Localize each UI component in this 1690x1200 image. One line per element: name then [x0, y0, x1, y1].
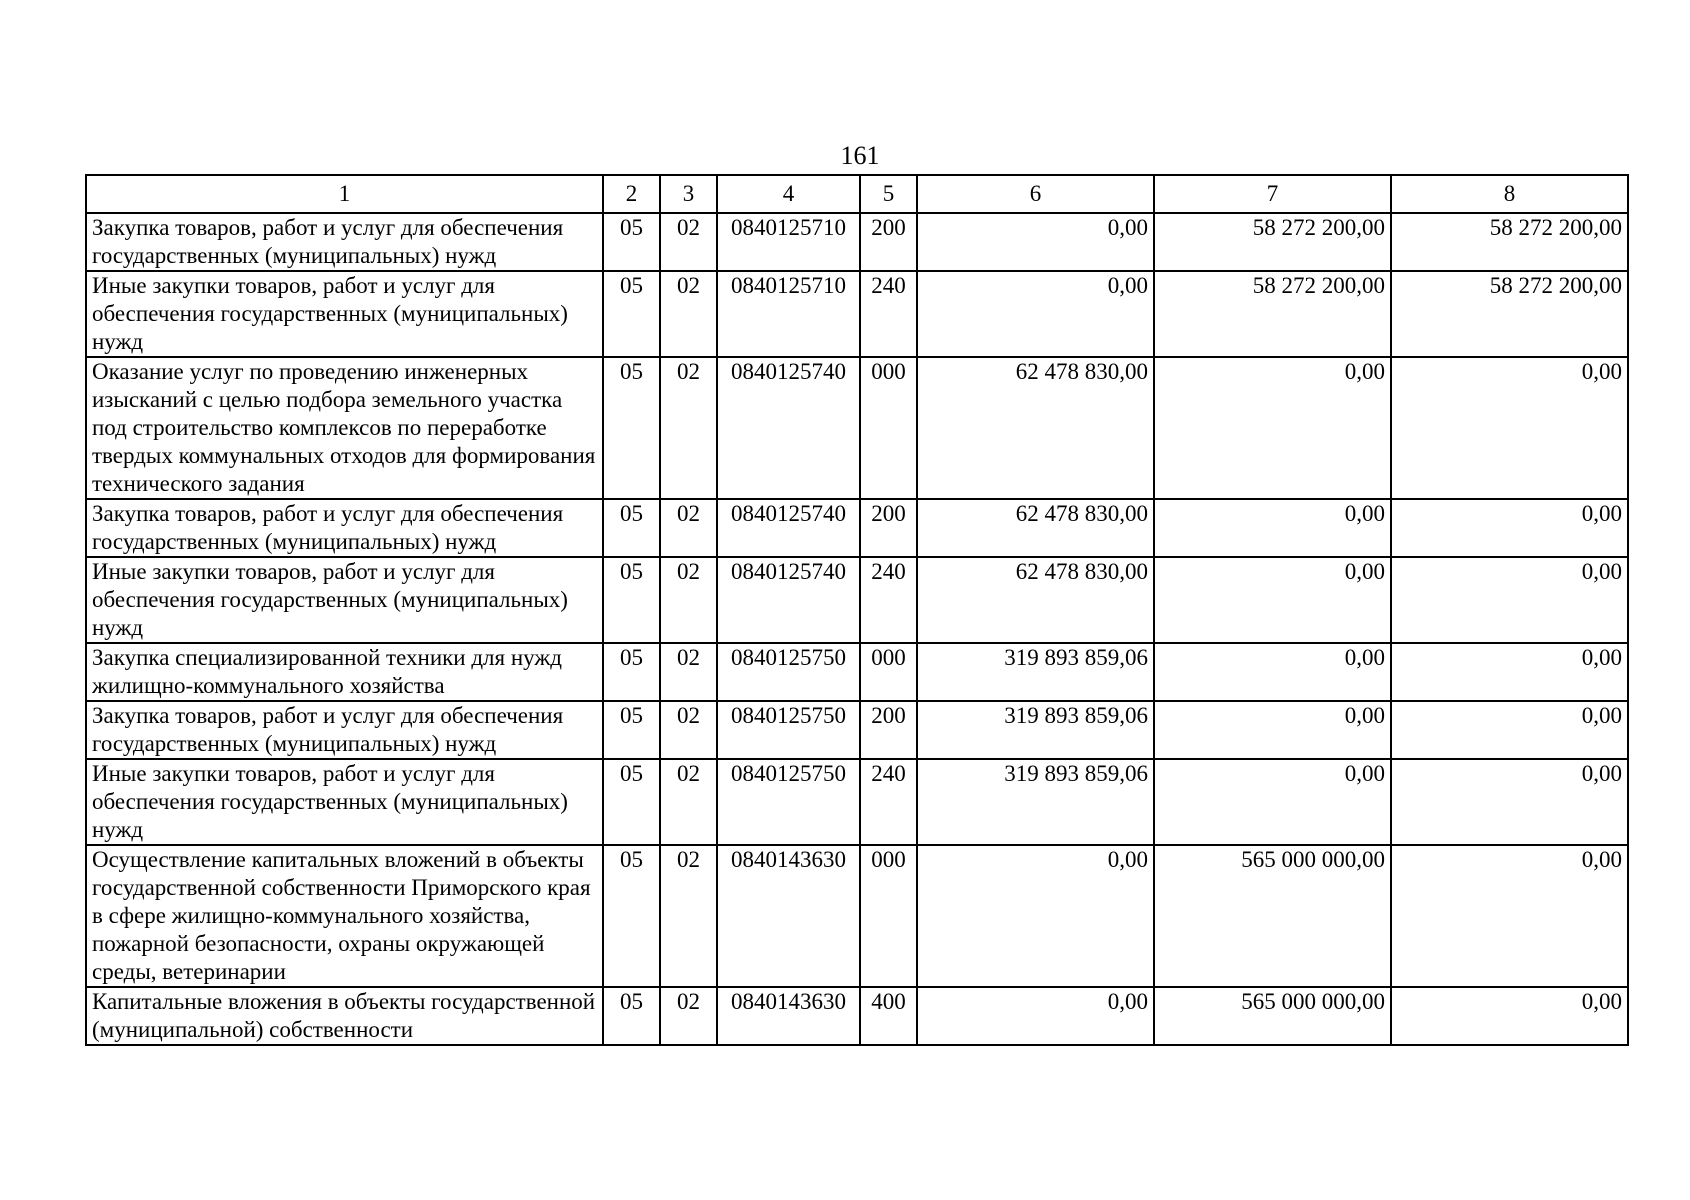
row-code-4: 0840125750: [717, 759, 860, 845]
row-amount-7: 0,00: [1154, 357, 1391, 499]
row-amount-6: 319 893 859,06: [917, 643, 1154, 701]
row-code-5: 000: [860, 845, 917, 987]
row-name: Закупка товаров, работ и услуг для обеспечения государственных (муниципальных) нужд: [86, 213, 603, 271]
table-row: [86, 987, 1628, 1045]
row-code-2: 05: [603, 987, 660, 1045]
row-code-3: 02: [660, 643, 717, 701]
row-amount-6: 0,00: [917, 271, 1154, 357]
row-amount-8: 0,00: [1391, 357, 1628, 499]
row-code-2: 05: [603, 499, 660, 557]
header-cell-5: 5: [860, 175, 917, 213]
row-code-5: 200: [860, 701, 917, 759]
row-code-3: 02: [660, 701, 717, 759]
row-amount-8: 0,00: [1391, 759, 1628, 845]
row-code-2: 05: [603, 213, 660, 271]
row-name: Оказание услуг по проведению инженерных изысканий с целью подбора земельного участка под строительство комплексов по переработке твердых коммунальных отходов для формирования технического задания: [86, 357, 603, 499]
row-code-4: 0840143630: [717, 987, 860, 1045]
row-amount-8: 0,00: [1391, 557, 1628, 643]
row-code-2: 05: [603, 557, 660, 643]
row-amount-7: 565 000 000,00: [1154, 845, 1391, 987]
row-code-2: 05: [603, 759, 660, 845]
row-amount-7: 0,00: [1154, 499, 1391, 557]
row-code-3: 02: [660, 759, 717, 845]
row-amount-8: 0,00: [1391, 643, 1628, 701]
row-code-3: 02: [660, 499, 717, 557]
row-amount-7: 0,00: [1154, 557, 1391, 643]
table-row: [86, 759, 1628, 845]
row-amount-8: 0,00: [1391, 499, 1628, 557]
row-amount-7: 565 000 000,00: [1154, 987, 1391, 1045]
row-code-3: 02: [660, 845, 717, 987]
header-cell-2: 2: [603, 175, 660, 213]
page-number: 161: [840, 141, 880, 170]
row-code-3: 02: [660, 213, 717, 271]
row-amount-7: 58 272 200,00: [1154, 213, 1391, 271]
table-body: [86, 213, 1628, 1045]
row-name: Закупка товаров, работ и услуг для обеспечения государственных (муниципальных) нужд: [86, 499, 603, 557]
row-code-4: 0840125750: [717, 643, 860, 701]
table-row: [86, 357, 1628, 499]
table-header: [86, 175, 1628, 213]
row-name: Закупка товаров, работ и услуг для обеспечения государственных (муниципальных) нужд: [86, 701, 603, 759]
table-row: [86, 643, 1628, 701]
header-cell-3: 3: [660, 175, 717, 213]
row-amount-8: 58 272 200,00: [1391, 271, 1628, 357]
row-amount-7: 0,00: [1154, 701, 1391, 759]
row-name: Иные закупки товаров, работ и услуг для обеспечения государственных (муниципальных) нужд: [86, 271, 603, 357]
table-row: [86, 845, 1628, 987]
row-amount-6: 62 478 830,00: [917, 557, 1154, 643]
row-code-5: 400: [860, 987, 917, 1045]
row-amount-8: 0,00: [1391, 701, 1628, 759]
row-name: Осуществление капитальных вложений в объекты государственной собственности Приморского края в сфере жилищно-коммунального хозяйства, пожарной безопасности, охраны окружающей среды, ветеринарии: [86, 845, 603, 987]
table-row: [86, 213, 1628, 271]
row-amount-8: 0,00: [1391, 845, 1628, 987]
row-code-4: 0840125740: [717, 357, 860, 499]
table-row: [86, 271, 1628, 357]
table-row: [86, 557, 1628, 643]
row-amount-8: 0,00: [1391, 987, 1628, 1045]
header-cell-1: 1: [86, 175, 603, 213]
row-code-5: 240: [860, 271, 917, 357]
row-amount-6: 0,00: [917, 987, 1154, 1045]
row-amount-6: 62 478 830,00: [917, 357, 1154, 499]
row-code-4: 0840125710: [717, 271, 860, 357]
row-amount-7: 0,00: [1154, 759, 1391, 845]
row-amount-6: 0,00: [917, 213, 1154, 271]
header-row: [86, 175, 1628, 213]
row-name: Закупка специализированной техники для нужд жилищно-коммунального хозяйства: [86, 643, 603, 701]
header-cell-7: 7: [1154, 175, 1391, 213]
row-code-2: 05: [603, 845, 660, 987]
row-code-2: 05: [603, 271, 660, 357]
row-code-2: 05: [603, 701, 660, 759]
row-code-5: 000: [860, 643, 917, 701]
table-row: [86, 499, 1628, 557]
row-amount-6: 319 893 859,06: [917, 701, 1154, 759]
table-row: [86, 701, 1628, 759]
row-code-3: 02: [660, 357, 717, 499]
row-code-3: 02: [660, 271, 717, 357]
row-code-4: 0840125750: [717, 701, 860, 759]
row-code-5: 240: [860, 557, 917, 643]
budget-table: [85, 174, 1629, 1046]
row-code-3: 02: [660, 987, 717, 1045]
row-code-4: 0840125740: [717, 557, 860, 643]
row-code-5: 240: [860, 759, 917, 845]
header-cell-6: 6: [917, 175, 1154, 213]
row-name: Иные закупки товаров, работ и услуг для обеспечения государственных (муниципальных) нужд: [86, 557, 603, 643]
row-code-3: 02: [660, 557, 717, 643]
row-amount-6: 319 893 859,06: [917, 759, 1154, 845]
row-amount-7: 0,00: [1154, 643, 1391, 701]
row-code-4: 0840143630: [717, 845, 860, 987]
row-amount-8: 58 272 200,00: [1391, 213, 1628, 271]
header-cell-8: 8: [1391, 175, 1628, 213]
row-amount-6: 62 478 830,00: [917, 499, 1154, 557]
row-code-2: 05: [603, 643, 660, 701]
row-code-5: 200: [860, 499, 917, 557]
row-amount-7: 58 272 200,00: [1154, 271, 1391, 357]
row-code-2: 05: [603, 357, 660, 499]
row-code-5: 200: [860, 213, 917, 271]
header-cell-4: 4: [717, 175, 860, 213]
row-name: Капитальные вложения в объекты государственной (муниципальной) собственности: [86, 987, 603, 1045]
row-amount-6: 0,00: [917, 845, 1154, 987]
row-code-4: 0840125710: [717, 213, 860, 271]
row-code-5: 000: [860, 357, 917, 499]
row-name: Иные закупки товаров, работ и услуг для обеспечения государственных (муниципальных) нужд: [86, 759, 603, 845]
row-code-4: 0840125740: [717, 499, 860, 557]
